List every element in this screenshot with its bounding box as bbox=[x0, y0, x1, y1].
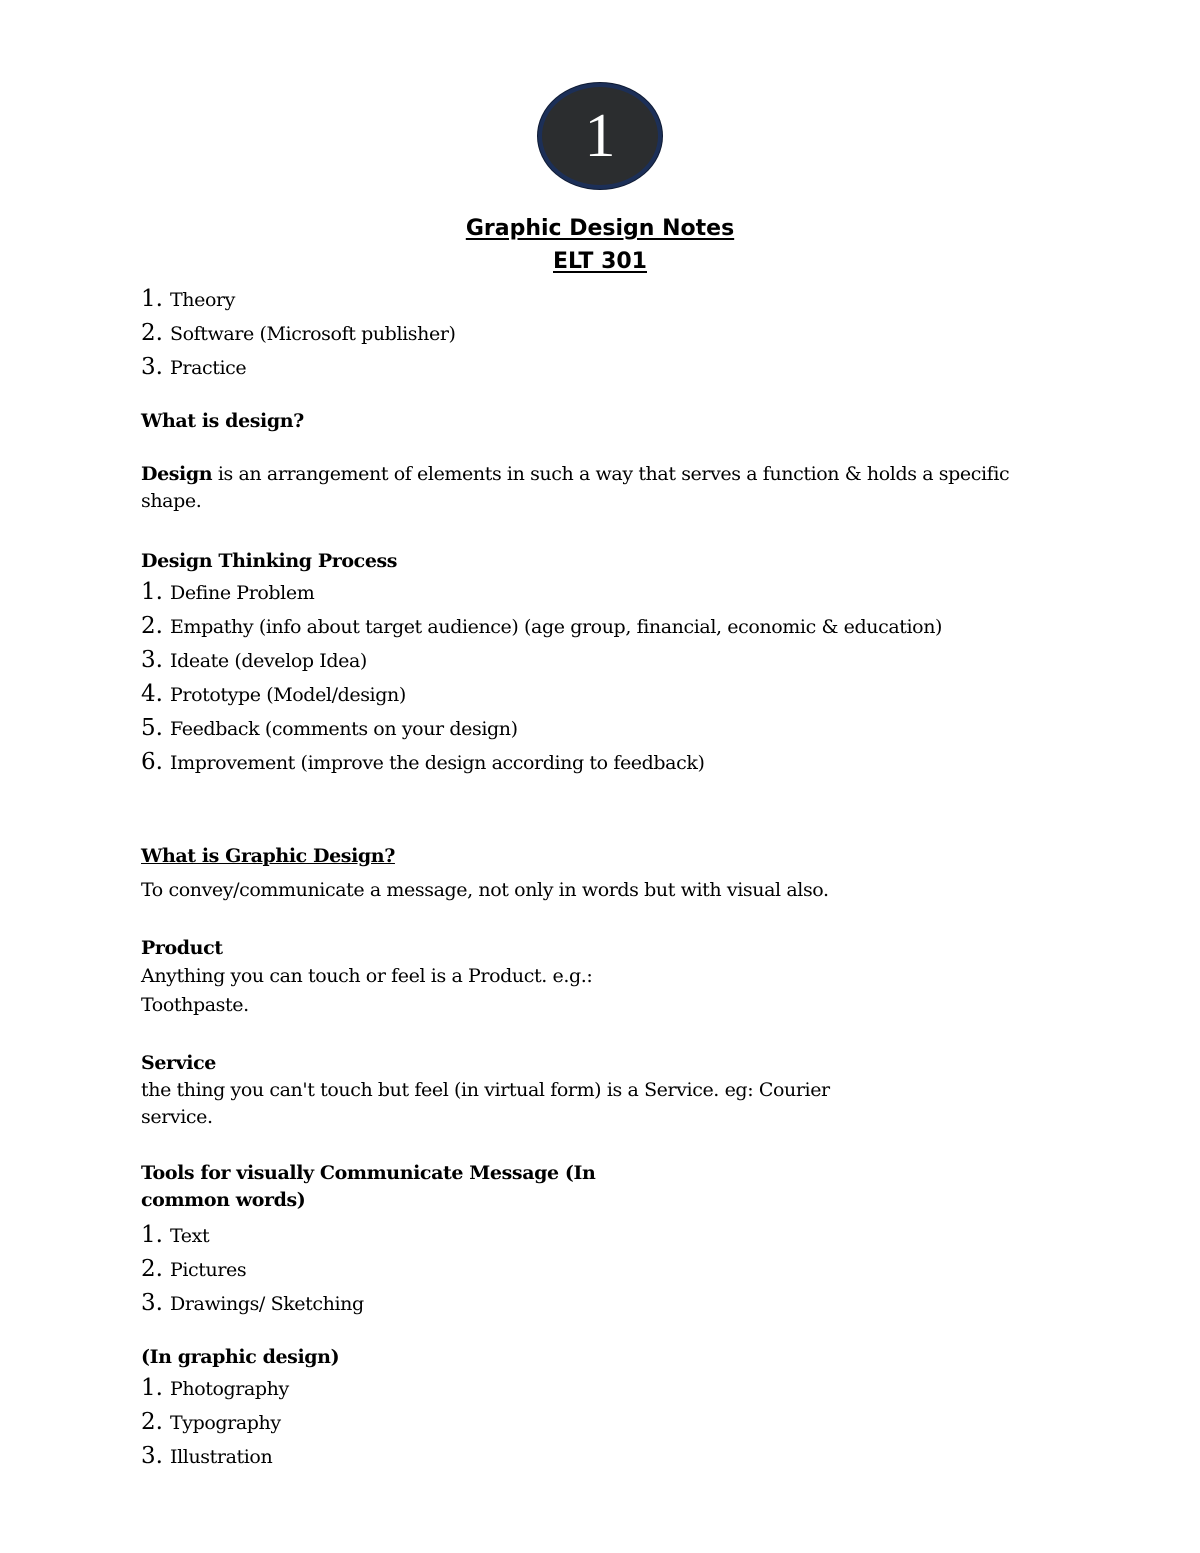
tools-list bbox=[141, 1218, 1071, 1320]
list-item: 2. Pictures bbox=[141, 1256, 247, 1282]
product-heading: Product bbox=[141, 937, 223, 959]
tools-heading-line1: Tools for visually Communicate Message (In bbox=[141, 1162, 596, 1184]
graphic-design-tools-list bbox=[141, 1371, 1071, 1473]
page-number-badge bbox=[538, 83, 662, 189]
document-body bbox=[141, 282, 1071, 1473]
badge-number: 1 bbox=[584, 102, 616, 170]
course-code bbox=[0, 249, 1200, 274]
graphic-design-text: To convey/communicate a message, not only in words but with visual also. bbox=[141, 879, 829, 901]
list-item: 3. Ideate (develop Idea) bbox=[141, 647, 367, 673]
graphic-design-heading: What is Graphic Design? bbox=[141, 845, 395, 867]
service-text-line2: service. bbox=[141, 1106, 213, 1128]
list-item: 2. Typography bbox=[141, 1409, 281, 1435]
list-item: 1. Define Problem bbox=[141, 579, 315, 605]
list-item: 1. Theory bbox=[141, 282, 1071, 316]
list-item: 1. Text bbox=[141, 1222, 210, 1248]
intro-list bbox=[141, 282, 1071, 384]
what-is-design-heading: What is design? bbox=[141, 410, 304, 432]
list-item: 2. Software (Microsoft publisher) bbox=[141, 316, 1071, 350]
list-item: 1. Photography bbox=[141, 1375, 289, 1401]
document-title bbox=[0, 216, 1200, 241]
list-item: 3. Practice bbox=[141, 350, 1071, 384]
title-text: Graphic Design Notes bbox=[465, 216, 735, 241]
product-text-line1: Anything you can touch or feel is a Product. e.g.: bbox=[141, 965, 593, 987]
list-item: 6. Improvement (improve the design according to feedback) bbox=[141, 749, 705, 775]
list-number: 1. bbox=[141, 286, 163, 312]
product-text-line2: Toothpaste. bbox=[141, 994, 249, 1016]
design-thinking-steps bbox=[141, 575, 1071, 779]
in-graphic-design-heading: (In graphic design) bbox=[141, 1346, 340, 1368]
tools-heading-line2: common words) bbox=[141, 1189, 306, 1211]
course-text: ELT 301 bbox=[553, 249, 647, 274]
list-item: 5. Feedback (comments on your design) bbox=[141, 715, 518, 741]
list-item: 3. Drawings/ Sketching bbox=[141, 1290, 364, 1316]
design-definition: Design is an arrangement of elements in such a way that serves a function & holds a specific shape. bbox=[141, 463, 1010, 512]
service-heading: Service bbox=[141, 1052, 216, 1074]
list-item: 4. Prototype (Model/design) bbox=[141, 681, 406, 707]
list-number: 2. bbox=[141, 320, 163, 346]
service-text-line1: the thing you can't touch but feel (in virtual form) is a Service. eg: Courier bbox=[141, 1079, 830, 1101]
list-item: 2. Empathy (info about target audience) (age group, financial, economic & education) bbox=[141, 613, 943, 639]
design-thinking-heading: Design Thinking Process bbox=[141, 550, 398, 572]
list-item: 3. Illustration bbox=[141, 1443, 273, 1469]
list-number: 3. bbox=[141, 354, 163, 380]
